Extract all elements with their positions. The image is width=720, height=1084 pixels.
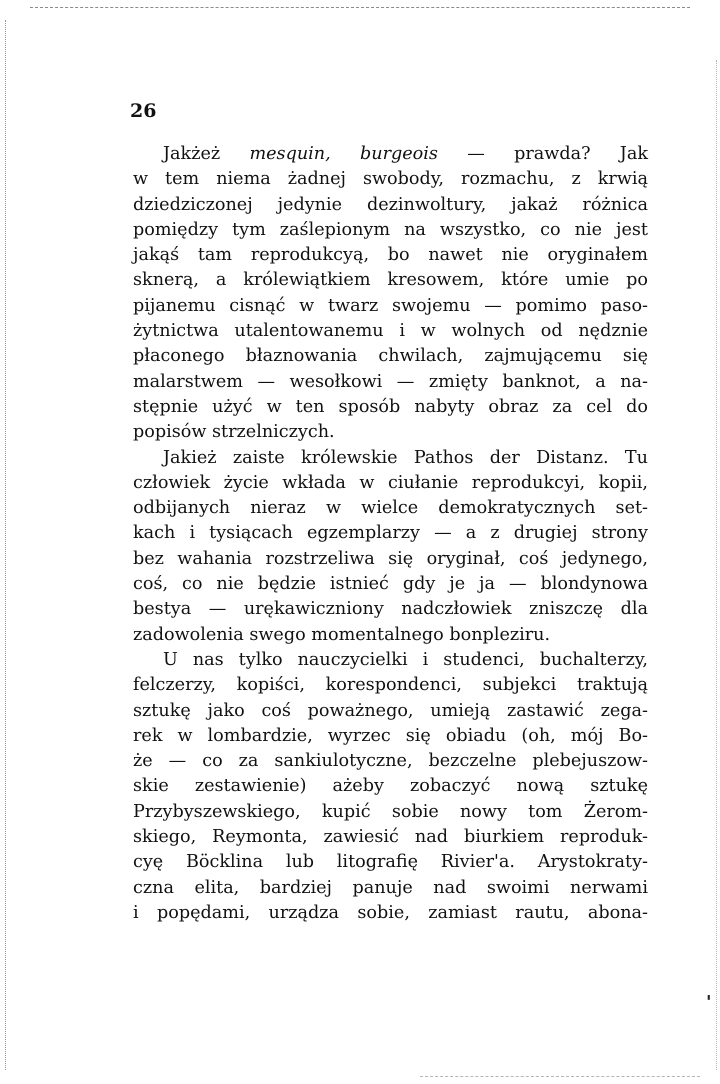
text-line: odbijanych nieraz w wielce demokratycznych set- [133,498,648,519]
text-line: U nas tylko nauczycielki i studenci, buchalterzy, [163,649,648,670]
text-line: zadowolenia swego momentalnego bonpleziru. [133,624,551,645]
text-line: Jakież zaiste królewskie Pathos der Distanz. Tu [163,447,648,468]
text-line: skie zestawienie) ażeby zobaczyć nową sztukę [133,776,648,797]
text-line: felczerzy, kopiści, korespondenci, subjekci traktują [133,675,648,696]
text-line: cyę Böcklina lub litografię Rivier'a. Arystokraty- [133,852,648,873]
scan-edge-left [5,20,6,1070]
text-line: płaconego błaznowania chwilach, zajmującemu się [133,346,648,367]
text-line: w tem niema żadnej swobody, rozmachu, z krwią [133,169,648,190]
scan-edge-top [30,7,690,8]
text-line: coś, co nie będzie istnieć gdy je ja — blondynowa [133,574,648,595]
text-line: stępnie użyć w ten sposób nabyty obraz za cel do [133,396,648,417]
text-line: czna elita, bardziej panuje nad swoimi nerwami [133,877,648,898]
text-line: popisów strzelniczych. [133,422,335,443]
text-line: kach i tysiącach egzemplarzy — a z drugiej strony [133,523,648,544]
text-line: człowiek życie wkłada w ciułanie reprodukcyi, kopii, [133,472,648,493]
text-line: pomiędzy tym zaślepionym na wszystko, co nie jest [133,219,648,240]
text-line: jakąś tam reprodukcyą, bo nawet nie oryginałem [133,245,648,266]
page-number: 26 [130,100,157,122]
text-line: sknerą, a królewiątkiem kresowem, które umie po [133,270,648,291]
text-line: Przybyszewskiego, kupić sobie nowy tom Żerom- [133,801,648,822]
margin-mark: ' [706,992,712,1013]
text-fragment: — prawda? Jak [437,144,648,164]
text-line: żytnictwa utalentowanemu i w wolnych od nędznie [133,321,648,342]
text-line: sztukę jako coś poważnego, umieją zastawić zega- [133,700,648,721]
scan-edge-right [716,60,717,1070]
text-fragment: Jakżeż [163,144,250,164]
scan-edge-bottom [420,1076,700,1077]
text-line: skiego, Reymonta, zawiesić nad biurkiem reproduk- [133,827,648,848]
text-line: malarstwem — wesołkowi — zmięty banknot, a na- [133,371,648,392]
text-line: bez wahania rozstrzeliwa się oryginał, coś jedynego, [133,548,648,569]
text-line: że — co za sankiulotyczne, bezczelne plebejuszow- [133,751,648,772]
italic-phrase: mesquin, burgeois [249,144,438,164]
text-line: dziedziczonej jedynie dezinwoltury, jakaż różnica [133,194,648,215]
text-line: bestya — urękawiczniony nadczłowiek zniszczę dla [133,599,648,620]
text-line: pijanemu cisnąć w twarz swojemu — pomimo paso- [133,295,648,316]
page-body-text [133,142,648,926]
text-line [133,142,648,167]
text-line: i popędami, urządza sobie, zamiast rautu, abona- [133,902,648,923]
text-line: rek w lombardzie, wyrzec się obiadu (oh, mój Bo- [133,725,648,746]
